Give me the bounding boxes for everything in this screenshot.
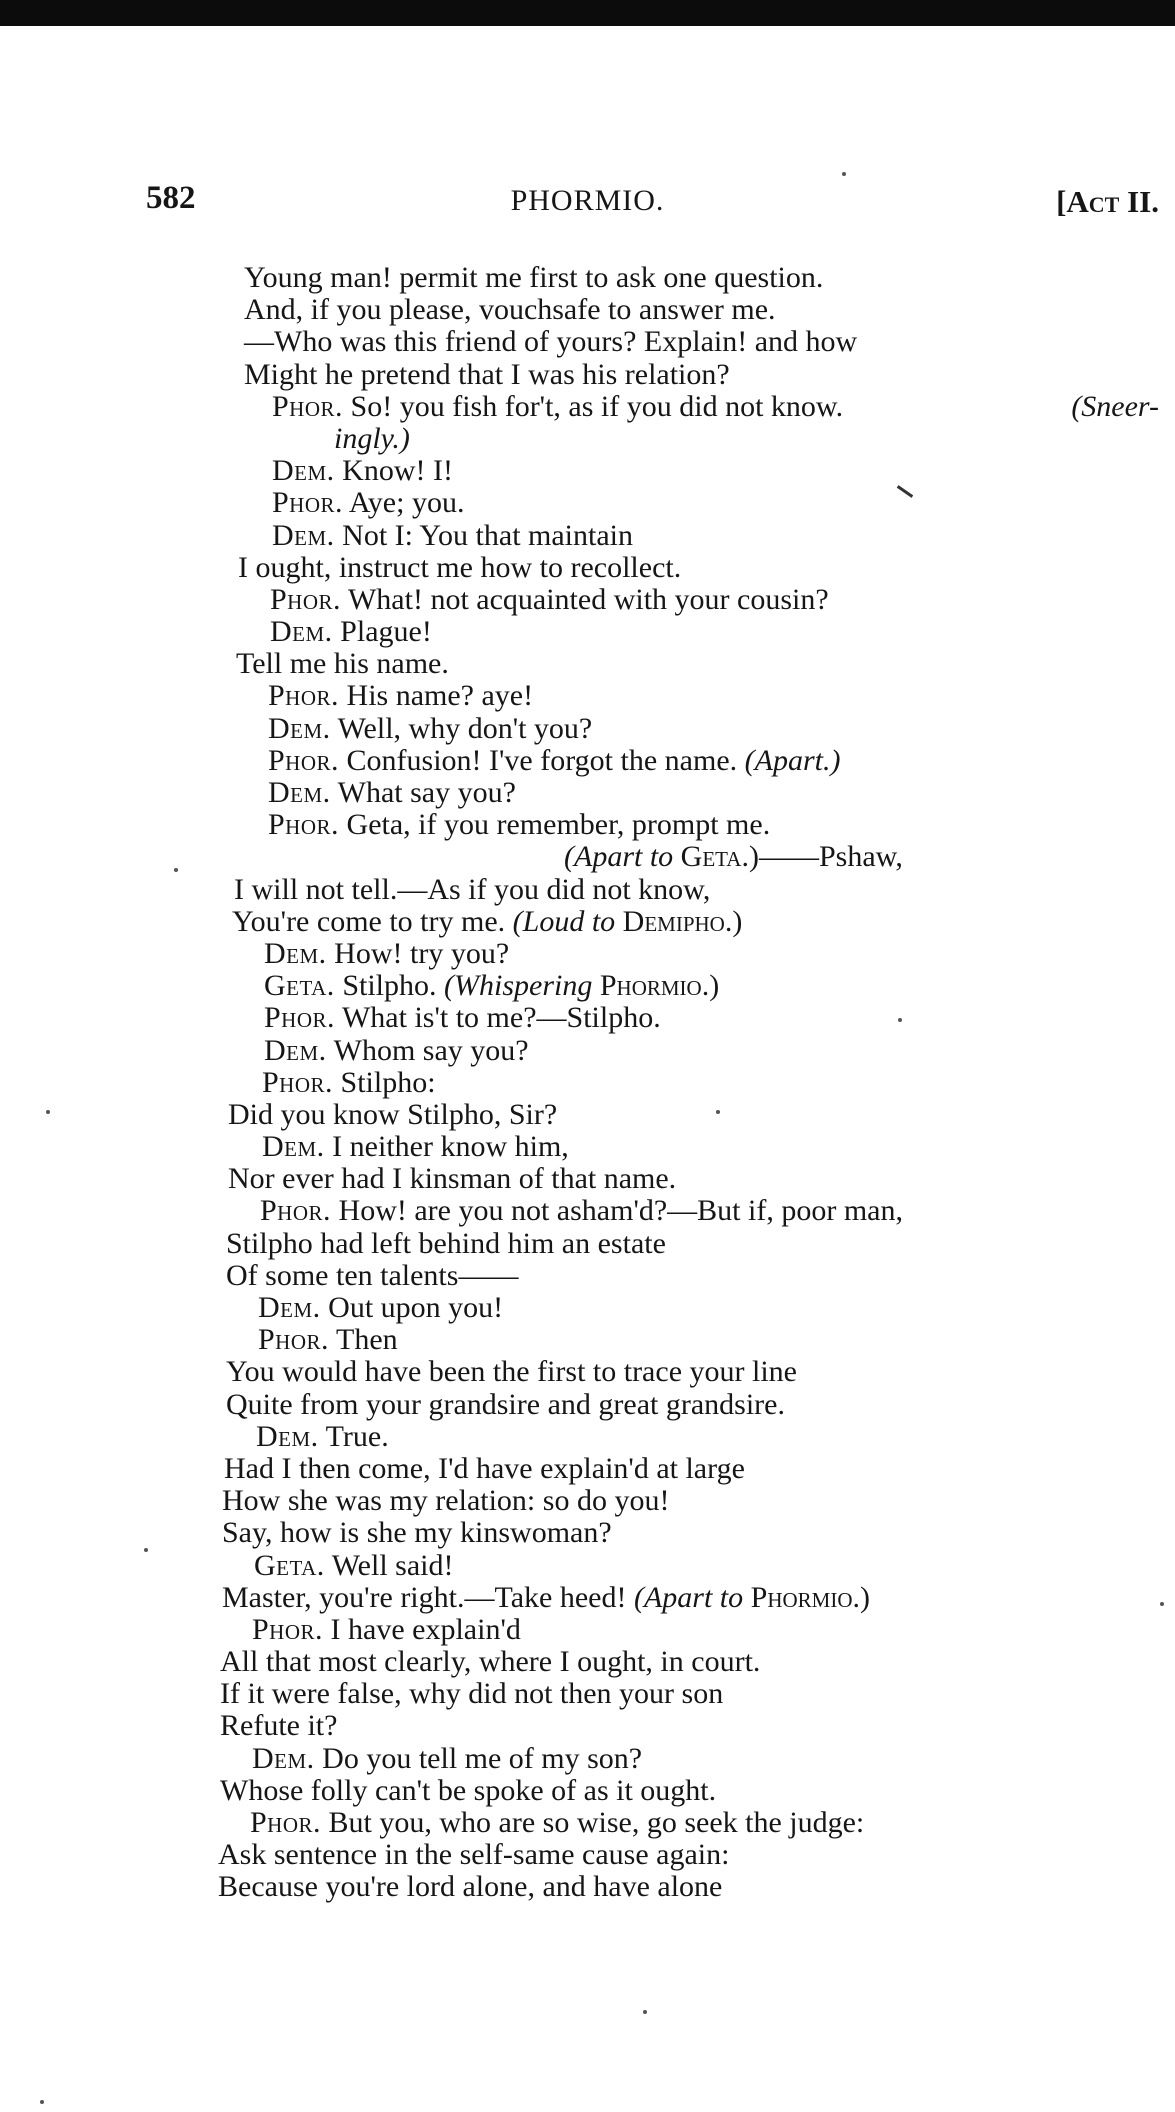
text-line [0,391,1175,423]
line-text: Know! I! [334,454,453,488]
line-text: I neither know him, [324,1130,569,1164]
scan-speck [1160,1602,1164,1606]
text-line [0,1421,1175,1453]
text-line [0,1228,1175,1260]
text-line [0,1775,1175,1807]
text-line [0,1002,1175,1034]
speaker-name: Geta. [264,969,335,1003]
text-line [0,616,1175,648]
text-line [0,552,1175,584]
text-line [0,487,1175,519]
line-text: Quite from your grandsire and great grandsire. [226,1387,785,1421]
line-text: All that most clearly, where I ought, in court. [220,1645,761,1679]
speaker-name: Phor. [260,1194,332,1228]
text-line [0,777,1175,809]
text-line [0,1550,1175,1582]
speaker-name: Phor. [268,743,340,777]
speaker-name: Phor. [250,1806,322,1839]
stage-direction-right: (Sneer- [1071,389,1159,423]
direction-character: Phormio. [599,969,710,1003]
scan-speck [174,868,178,872]
line-text: So! you fish for't, as if you did not know. [343,389,844,423]
line-text: You would have been the first to trace your line [226,1355,797,1389]
line-text: Not I: You that maintain [334,518,634,552]
line-text: But you, who are so wise, go seek the judge: [321,1806,865,1839]
direction-character: Geta. [680,840,749,874]
text-line [0,1356,1175,1388]
speaker-name: Dem. [268,776,331,809]
line-text: You're come to try me. [232,904,513,938]
speaker-name: Phor. [270,582,342,616]
text-line [0,1099,1175,1131]
line-text: Young man! permit me first to ask one question. [244,261,824,294]
line-text: What! not acquainted with your cousin? [341,582,829,616]
speaker-name: Dem. [252,1741,315,1775]
line-text: How she was my relation: so do you! [222,1484,670,1518]
text-line [0,1324,1175,1356]
text-line [0,326,1175,358]
line-text: Nor ever had I kinsman of that name. [228,1162,677,1196]
text-line [0,1517,1175,1549]
text-line [0,262,1175,294]
running-title: PHORMIO. [510,184,665,217]
speaker-name: Phor. [268,808,340,842]
text-line [0,938,1175,970]
line-text: Say, how is she my kinswoman? [222,1516,612,1550]
text-line [0,1743,1175,1775]
stage-direction: (Apart to [564,840,681,874]
line-text: Confusion! I've forgot the name. [339,743,745,777]
line-text: Stilpho. [334,969,445,1003]
speaker-name: Dem. [258,1291,321,1324]
line-text: Ask sentence in the self-same cause again: [218,1838,730,1872]
stage-direction: (Apart.) [744,743,841,777]
speaker-name: Phor. [252,1612,324,1646]
line-text: Tell me his name. [236,647,449,681]
text-line [0,809,1175,841]
text-line [0,520,1175,552]
text-line [0,1260,1175,1292]
speaker-name: Dem. [268,711,331,745]
text-line [0,1807,1175,1839]
text-line [0,1389,1175,1421]
line-text: ingly.) [334,421,410,455]
line-text: —Who was this friend of yours? Explain! and how [244,325,858,359]
line-text: Out upon you! [320,1291,504,1324]
text-line [0,1839,1175,1871]
line-text: Might he pretend that I was his relation? [244,357,730,391]
line-text: If it were false, why did not then your son [220,1677,724,1711]
act-word: Act [1066,184,1120,219]
line-text: His name? aye! [339,679,534,713]
speaker-name: Dem. [264,1033,327,1067]
text-line [0,1067,1175,1099]
text-line [0,455,1175,487]
scan-speck [40,2100,44,2104]
line-text: Had I then come, I'd have explain'd at large [224,1451,745,1485]
text-line [0,713,1175,745]
stage-direction: (Whispering [444,969,600,1003]
line-text: True. [318,1419,389,1453]
line-text: I ought, instruct me how to recollect. [238,550,682,584]
line-text: How! try you? [326,936,510,970]
speaker-name: Phor. [272,389,344,423]
line-text: Of some ten talents—— [226,1258,519,1292]
text-line [0,1710,1175,1742]
line-text: Refute it? [220,1709,338,1743]
speaker-name: Phor. [264,1001,336,1035]
line-text: What is't to me?—Stilpho. [335,1001,661,1035]
scan-speck [46,1110,50,1114]
line-text: Did you know Stilpho, Sir? [228,1097,558,1131]
line-text: Whom say you? [326,1033,529,1067]
speaker-name: Phor. [272,486,344,520]
text-line [0,1035,1175,1067]
text-line [0,906,1175,938]
text-line [0,1163,1175,1195]
line-text: Well, why don't you? [330,711,593,745]
text-line [0,1453,1175,1485]
speaker-name: Phor. [258,1323,330,1357]
text-line [0,1582,1175,1614]
line-text: And, if you please, vouchsafe to answer me. [244,293,776,327]
speaker-name: Dem. [256,1419,319,1453]
speaker-name: Dem. [272,518,335,552]
line-text: )——Pshaw, [748,840,903,874]
stage-direction: (Loud to [512,904,623,938]
speaker-name: Phor. [262,1065,334,1099]
text-line [0,1614,1175,1646]
direction-close: ) [860,1580,870,1614]
scan-speck [898,1018,902,1022]
scan-top-border [0,0,1175,26]
text-line [0,1131,1175,1163]
text-line [0,423,1175,455]
direction-close: ) [732,904,743,938]
text-line [0,874,1175,906]
line-text: I have explain'd [323,1612,521,1646]
line-text: Because you're lord alone, and have alone [218,1870,723,1904]
speaker-name: Dem. [262,1130,325,1164]
line-text: Geta, if you remember, prompt me. [339,808,771,842]
speaker-name: Geta. [254,1548,325,1582]
line-text: Stilpho: [333,1065,436,1099]
text-line [0,1195,1175,1227]
text-line [0,1646,1175,1678]
stage-direction: (Apart to [633,1580,751,1614]
speaker-name: Dem. [270,615,333,649]
line-text: What say you? [330,776,516,809]
text-line [0,680,1175,712]
scan-speck [716,1110,720,1114]
scan-speck [144,1548,148,1552]
direction-character: Phormio. [750,1580,860,1614]
scan-speck [842,172,846,176]
act-label [1056,184,1159,220]
text-line [0,294,1175,326]
text-line [0,1678,1175,1710]
line-text: I will not tell.—As if you did not know, [234,872,711,906]
play-text [0,262,1175,1904]
line-text: Well said! [324,1548,454,1582]
act-number: II. [1127,184,1159,219]
direction-close: ) [709,969,720,1003]
line-text: Plague! [332,615,432,649]
line-text: Do you tell me of my son? [314,1741,643,1775]
scan-speck [643,2010,647,2014]
text-line [0,359,1175,391]
page-header [0,180,1175,230]
text-line [0,1485,1175,1517]
speaker-name: Dem. [264,936,327,970]
direction-character: Demipho. [622,904,733,938]
line-text: Master, you're right.—Take heed! [222,1580,634,1614]
text-line [0,584,1175,616]
page-number: 582 [146,180,196,216]
text-line [0,648,1175,680]
line-text: How! are you not asham'd?—But if, poor man, [331,1194,903,1228]
line-text: Stilpho had left behind him an estate [226,1226,666,1260]
speaker-name: Phor. [268,679,340,713]
line-text: Aye; you. [343,486,465,520]
line-text: Whose folly can't be spoke of as it ought. [220,1773,717,1807]
text-line [0,1871,1175,1903]
text-line [0,1292,1175,1324]
speaker-name: Dem. [272,454,335,488]
line-text: Then [329,1323,398,1357]
text-line [0,745,1175,777]
text-line [0,970,1175,1002]
act-bracket: [ [1056,184,1067,219]
